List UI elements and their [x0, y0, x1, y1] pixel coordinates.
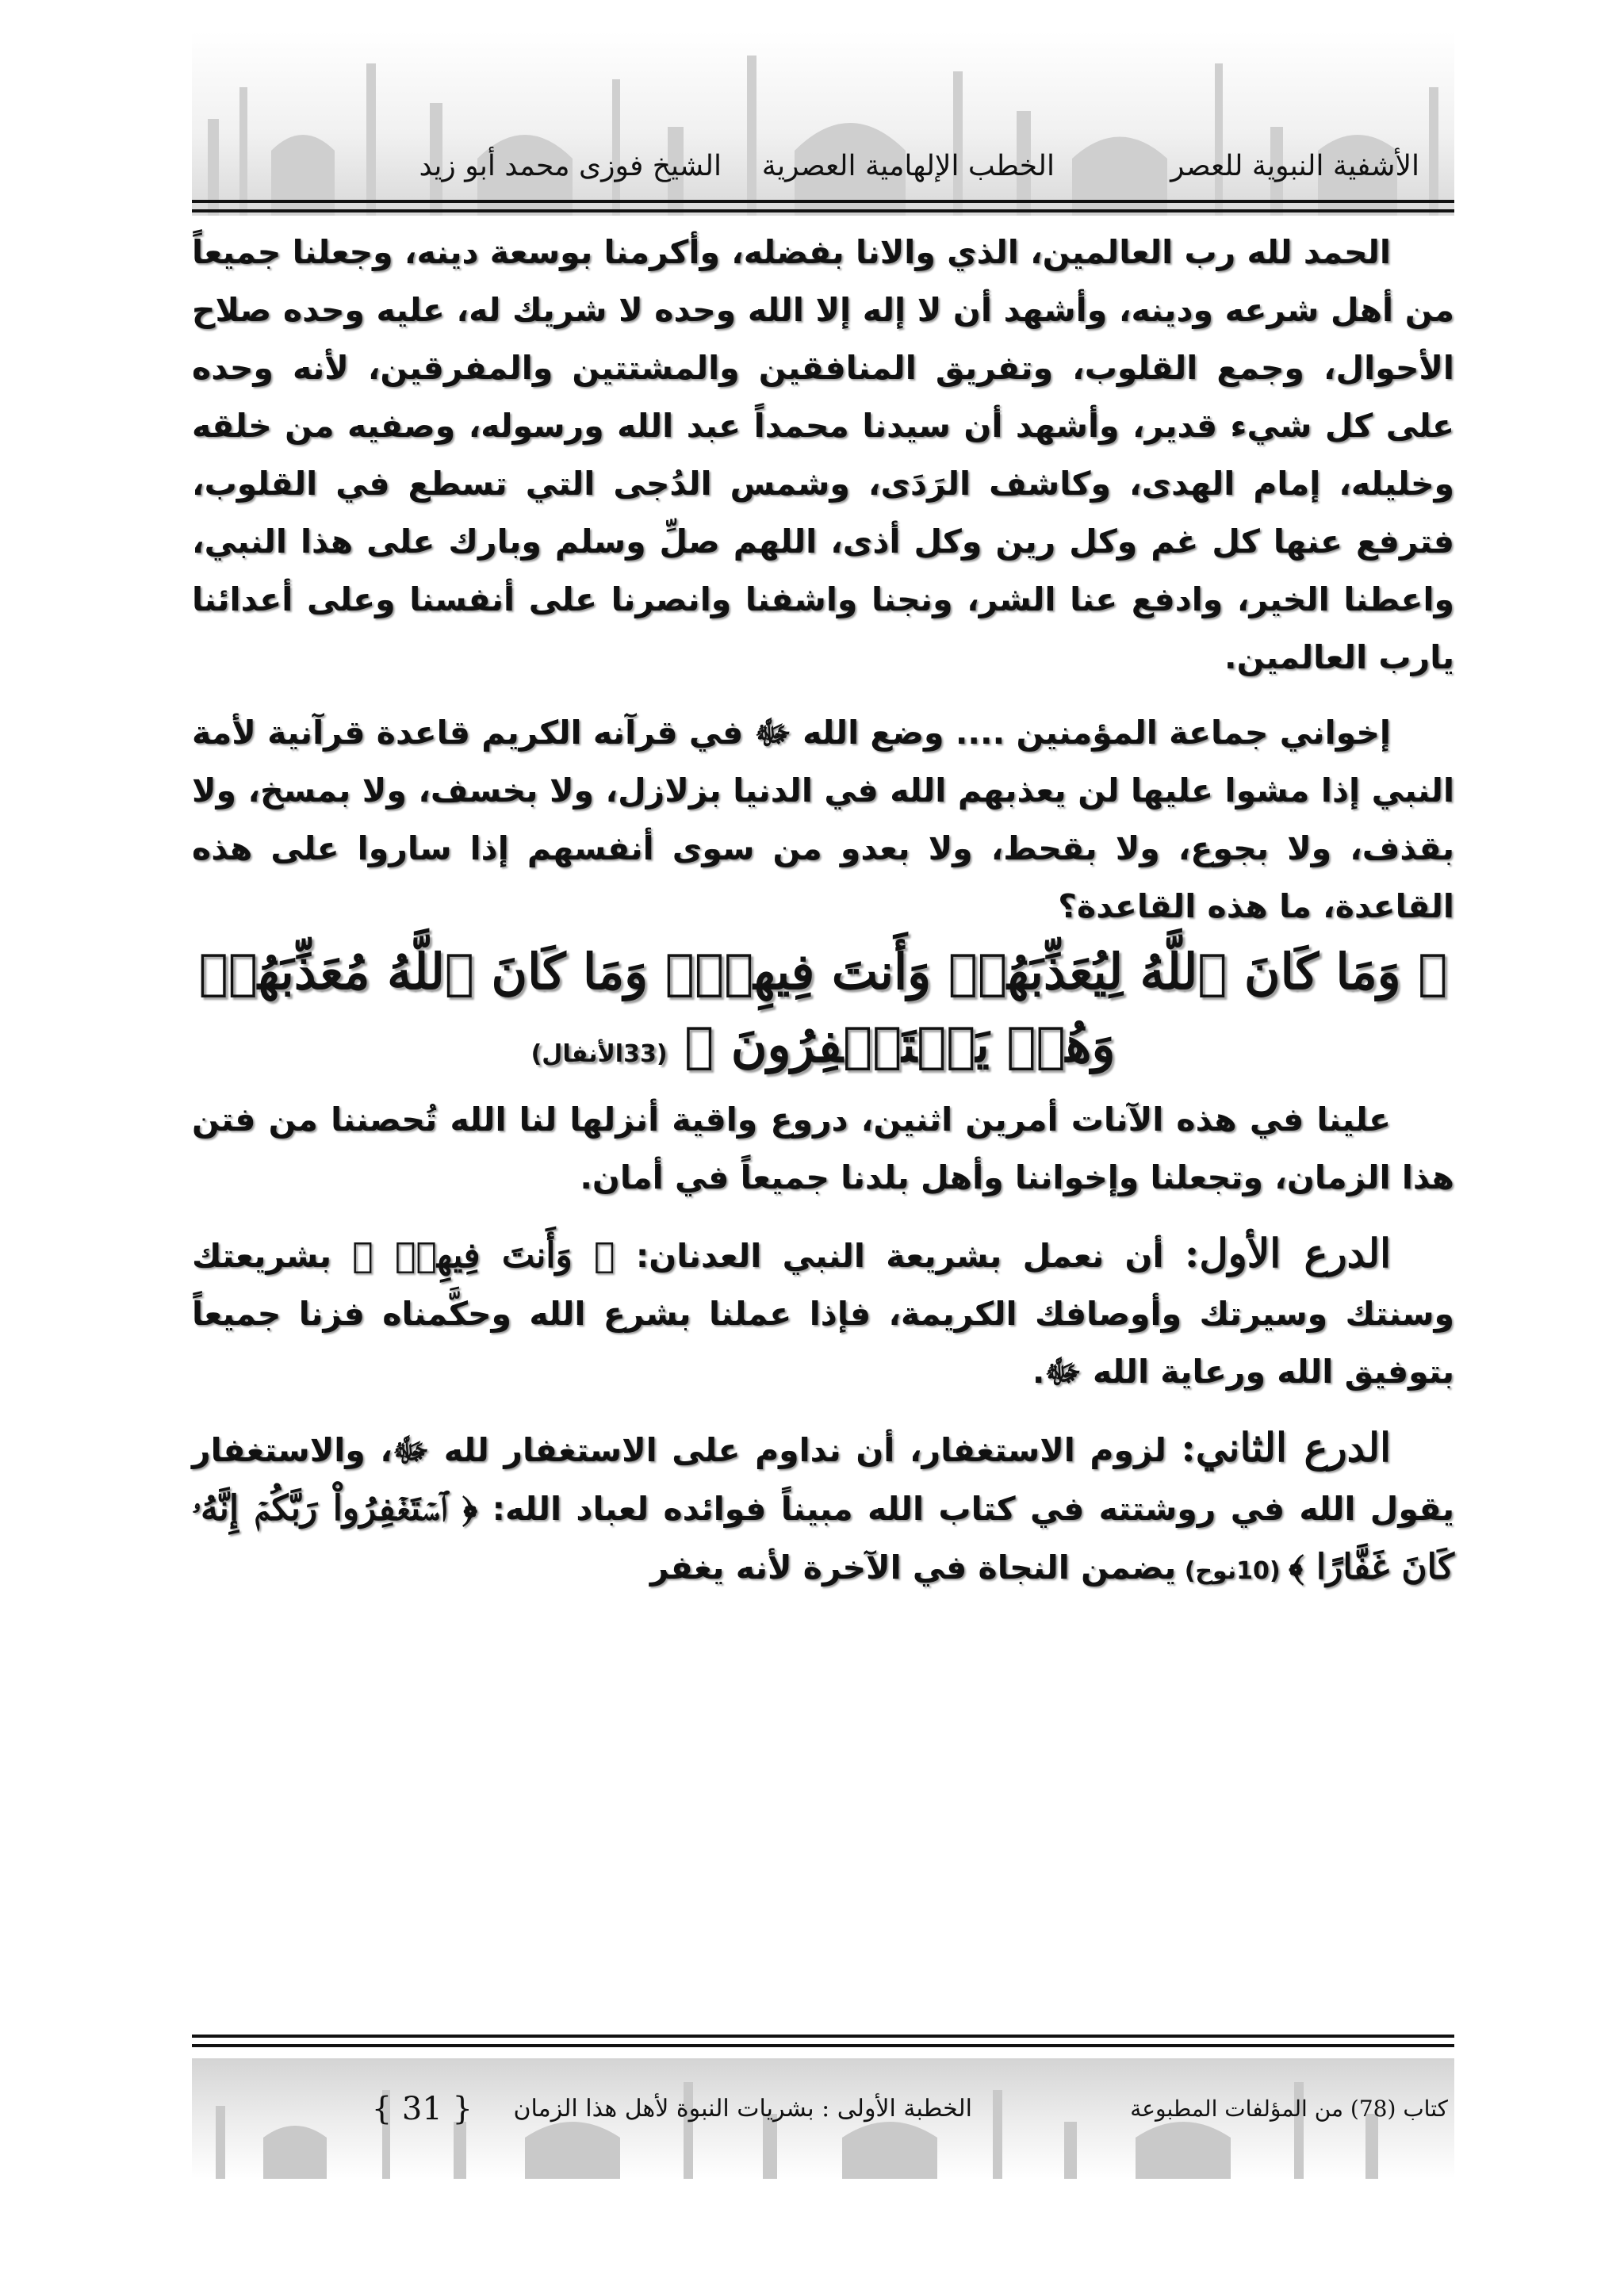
first-armor-paragraph [192, 1224, 1454, 1401]
sermon-body [192, 224, 1454, 1600]
second-armor-paragraph [192, 1418, 1454, 1600]
second-armor-reference: (10نوح) [1176, 1557, 1289, 1585]
intro-paragraph: إخواني جماعة المؤمنين .... وضع الله ﷻ في قرآنه الكريم قاعدة قرآنية لأمة النبي إذا مشوا عليها لن يعذبهم الله في الدنيا بزلازل، ولا بخسف، ولا بمسخ، ولا بقذف، ولا بجوع، ولا بقحط، ولا بعدو من سوى أنفسهم إذا ساروا على هذه القاعدة، ما هذه القاعدة؟ [192, 714, 1454, 925]
second-armor-text-a: لزوم الاستغفار، أن نداوم على الاستغفار لله ﷻ، والاستغفار يقول الله في روشتته في كتاب الله مبيناً فوائده لعباد الله: [192, 1431, 1454, 1528]
quran-verse-text: ﴿ وَمَا كَانَ ٱللَّهُ لِيُعَذِّبَهُمۡ وَأَنتَ فِيهِمۡۚ وَمَا كَانَ ٱللَّهُ مُعَذِّبَهُمۡ وَهُمۡ يَسۡتَغۡفِرُونَ ﴾ [198, 943, 1448, 1074]
second-armor-quote: ﴿ ٱسۡتَغۡفِرُواْ رَبَّكُمۡ إِنَّهُۥ كَانَ غَفَّارًا ﴾ [192, 1488, 1454, 1587]
footer-rule [192, 2035, 1454, 2038]
header-rule-2 [192, 209, 1454, 212]
armor-intro-paragraph: علينا في هذه الآنات أمرين اثنين، دروع واقية أنزلها لنا الله تُحصننا من فتن هذا الزمان، وتجعلنا وإخواننا وأهل بلدنا جميعاً في أمان. [192, 1101, 1454, 1196]
footer-sermon-title: الخطبة الأولى : بشريات النبوة لأهل هذا الزمان [513, 2095, 972, 2123]
second-armor-heading: الدرع الثاني: [1181, 1424, 1391, 1471]
footer-rule-2 [192, 2044, 1454, 2047]
first-armor-text-a: أن نعمل بشريعة النبي العدنان: [615, 1237, 1185, 1275]
first-armor-text-b: بشريعتك وسنتك وسيرتك وأوصافك الكريمة، فإذا عملنا بشرع الله وحكَّمناه فزنا جميعاً بتوفيق الله ورعاية الله ﷻ. [192, 1237, 1454, 1391]
header-book-title: الأشفية النبوية للعصر [1170, 150, 1419, 182]
quran-verse-reference: (33الأنفال) [530, 1040, 668, 1068]
second-armor-text-b: يضمن النجاة في الآخرة لأنه يغفر [649, 1548, 1177, 1587]
page-number: { 31 } [371, 2091, 473, 2127]
footer-book-number: كتاب (78) من المؤلفات المطبوعة [1130, 2096, 1448, 2122]
quran-verse [192, 936, 1454, 1091]
first-armor-quote: ﴿ وَأَنتَ فِيهِمۡ ﴾ [352, 1235, 615, 1276]
opening-paragraph: الحمد لله رب العالمين، الذي والانا بفضله، وأكرمنا بوسعة دينه، وجعلنا جميعاً من أهل شرعه ودينه، وأشهد أن لا إله إلا الله وحده لا شريك له، عليه وحده صلاح الأحوال، وجمع القلوب، وتفريق المنافقين والمشتتين والمفرقين، لأنه وحده على كل شيء قدير، وأشهد أن سيدنا محمداً عبد الله ورسوله، وصفيه من خلقه وخليله، إمام الهدى، وكاشف الرَدَى، وشمس الدُجى التي تسطع في القلوب، فترفع عنها كل غم وكل رين وكل أذى، اللهم صلِّ وسلم وبارك على هذا النبي، واعطنا الخير، وادفع عنا الشر، ونجنا واشفنا وانصرنا على أنفسنا وعلى أعدائنا يارب العالمين. [192, 233, 1454, 676]
first-armor-heading: الدرع الأول: [1184, 1230, 1391, 1277]
header-rule [192, 200, 1454, 203]
header-series-title: الخطب الإلهامية العصرية [761, 150, 1055, 182]
header-author: الشيخ فوزى محمد أبو زيد [419, 150, 722, 182]
